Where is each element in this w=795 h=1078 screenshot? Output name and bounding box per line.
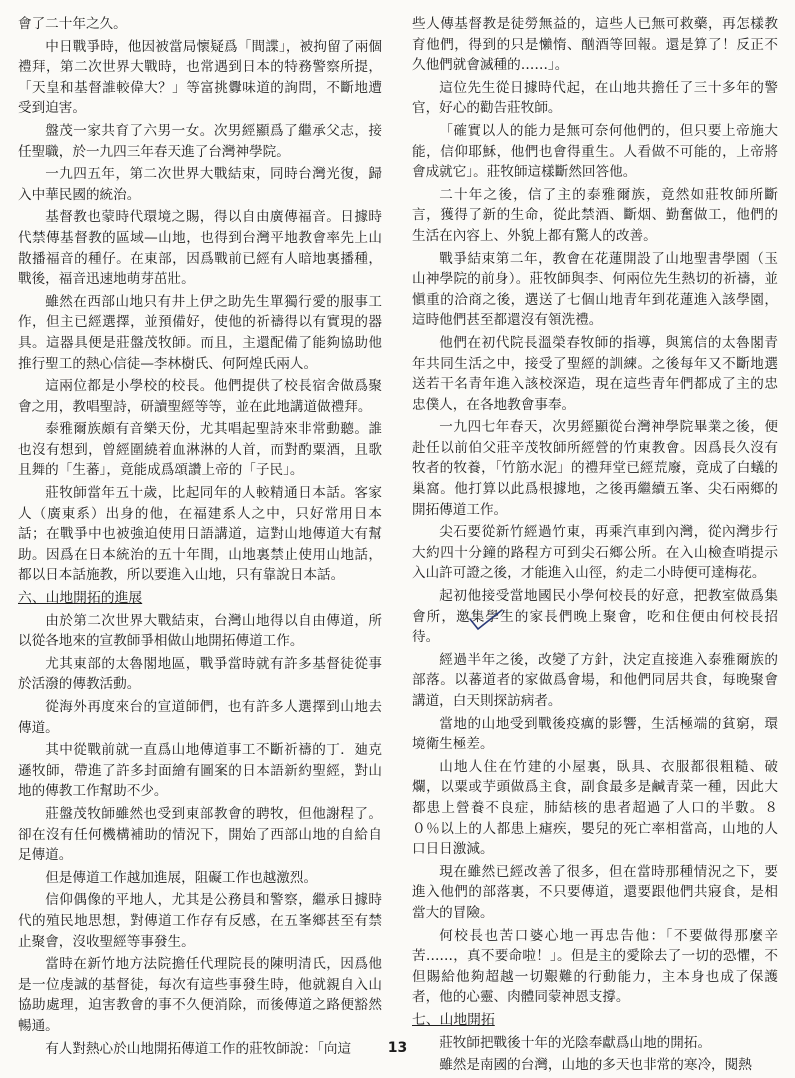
section-heading: 六、山地開拓的進展 bbox=[18, 590, 143, 607]
paragraph: 「確實以人的能力是無可奈何他們的，但只要上帝施大能，信仰耶穌，他們也會得重生。人看做不可能的，上帝將會成就它」。莊牧師這樣斷然回答他。 bbox=[412, 122, 778, 181]
paragraph: 雖然在西部山地只有井上伊之助先生單獨行愛的服事工作，但主已經選擇，並預備好，使他的祈禱得以有實現的器具。這器具便是莊盤茂牧師。而且，主還配備了能夠協助他推行聖工的熱心信徒—李林樹氏、何阿煌氏兩人。 bbox=[18, 293, 382, 372]
paragraph: 這兩位都是小學校的校長。他們提供了校長宿舍做爲聚會之用，教唱聖詩，研讀聖經等等，並在此地講道做禮拜。 bbox=[18, 378, 382, 415]
paragraph: 莊盤茂牧師雖然也受到東部教會的聘牧，但他謝程了。卻在沒有任何機構補助的情況下，開始了西部山地的自給自足傳道。 bbox=[18, 805, 382, 864]
paragraph: 由於第二次世界大戰結束，台灣山地得以自由傳道，所以從各地來的宣教師爭相做山地開拓傳道工作。 bbox=[18, 612, 382, 650]
right-column bbox=[412, 14, 778, 1078]
paragraph: 其中從戰前就一直爲山地傳道事工不斷祈禱的丁．廸克遜牧師，帶進了許多封面繪有圖案的日本語新約聖經，對山地的傳教工作幫助不少。 bbox=[18, 742, 382, 800]
paragraph: 當地的山地受到戰後疫癘的影響，生活極端的貧窮，環境衛生極差。 bbox=[412, 715, 778, 753]
paragraph: 但是傳道工作越加進展，阻礙工作也越激烈。 bbox=[45, 869, 318, 886]
page-number: 13 bbox=[387, 1040, 408, 1056]
paragraph: 一九四七年春天，次男經顯從台灣神學院畢業之後，便赴任以前伯父莊辛茂牧師所經營的竹東教會。因爲長久沒有牧者的牧養，「竹筋水泥」的禮拜堂已經荒廢，竟成了白蟻的巢窩。他打算以此爲根據地，之後再繼續五峯、尖石兩鄉的開拓傳道工作。 bbox=[412, 419, 778, 518]
paragraph: 有人對熱心於山地開拓傳道工作的莊牧師說：「向這 bbox=[45, 1040, 352, 1057]
paragraph: 信仰偶像的平地人，尤其是公務員和警察，繼承日據時代的殖民地思想，對傳道工作存有反感，在五峯鄉甚至有禁止聚會，沒收聖經等事發生。 bbox=[18, 892, 382, 950]
paragraph: 經過半年之後，改變了方針，決定直接進入泰雅爾族的部落。以蕃道者的家做爲會場，和他們同居共食，每晚聚會講道，白天則探訪病者。 bbox=[412, 651, 778, 709]
handwritten-check-mark bbox=[466, 607, 506, 633]
paragraph: 尤其東部的太魯閣地區，戰爭當時就有許多基督徒從事於活潑的傳教活動。 bbox=[18, 655, 382, 693]
paragraph: 莊牧師把戰後十年的光陰奉獻爲山地的開拓。 bbox=[439, 1034, 712, 1051]
paragraph: 會了二十年之久。 bbox=[18, 16, 127, 32]
paragraph: 一九四五年，第二次世界大戰結束，同時台灣光復，歸入中華民國的統治。 bbox=[18, 166, 382, 203]
paragraph: 現在雖然已經改善了很多，但在當時那種情況之下，要進入他們的部落裏，不只要傳道，還要跟他們共寢食，是相當大的冒險。 bbox=[412, 863, 778, 921]
paragraph: 他們在初代院長溫榮春牧師的指導，與篤信的太魯閣青年共同生活之中，接受了聖經的訓練。之後每年又不斷地選送若干名青年進入該校深造，現在這些青年們都成了主的忠忠僕人，在各地教會事奉。 bbox=[412, 334, 778, 413]
paragraph: 戰爭結束第二年，教會在花蓮開設了山地聖書學園（玉山神學院的前身）。莊牧師與李、何兩位先生熱切的祈禱，並愼重的洽商之後，選送了七個山地青年到花蓮進入該學園，這時他們甚至都還沒有領洗禮。 bbox=[412, 250, 778, 329]
paragraph: 中日戰爭時，他因被當局懷疑爲「間諜」，被拘留了兩個禮拜，第二次世界大戰時，也常遇到日本的特務警察所提，「天皇和基督誰較偉大？」等富挑釁味道的詢問，不斷地遭受到迫害。 bbox=[18, 38, 382, 117]
paragraph: 這位先生從日據時代起，在山地共擔任了三十多年的警官，好心的勸告莊牧師。 bbox=[412, 79, 778, 117]
paragraph: 何校長也苦口婆心地一再忠告他：「不要做得那麼辛苦……，真不要命啦！」。但是主的愛除去了一切的恐懼，不但賜給他夠超越一切艱難的行動能力，主本身也成了保護者，他的心靈、肉體同蒙神恩支撐。 bbox=[412, 927, 778, 1006]
paragraph: 山地人住在竹建的小屋裏，臥具、衣服都很粗糙、破爛，以粟或芋頭做爲主食，副食最多是鹹青菜一種，因此大都患上營養不良症，肺結核的患者超過了人口的半數。８０％以上的人都患上瘧疾，嬰兒的死亡率相當高，山地的人口日日激減。 bbox=[412, 758, 778, 858]
paragraph: 盤茂一家共育了六男一女。次男經顯爲了繼承父志，接任聖職，於一九四三年春天進了台灣神學院。 bbox=[18, 122, 382, 160]
paragraph: 莊牧師當年五十歲，比起同年的人較精通日本話。客家人（廣東系）出身的他，在福建系人之中，只好常用日本話；在戰爭中也被強迫使用日語講道，這對山地傳道大有幫助。因爲在日本統治的五十年間，山地裏禁止使用山地話，都以日本話施教，所以要進入山地，只有靠說日本話。 bbox=[18, 485, 382, 584]
paragraph: 雖然是南國的台灣，山地的多天也非常的寒冷，閱熱 bbox=[439, 1057, 752, 1074]
left-column bbox=[18, 14, 382, 1061]
paragraph: 基督教也蒙時代環境之賜，得以自由廣傳福音。日據時代禁傳基督教的區域—山地，也得到台灣平地教會率先上山散播福音的種仔。在東部，因爲戰前已經有人暗地裏播種，戰後，福音迅速地萌芽茁壯。 bbox=[18, 209, 382, 288]
paragraph: 起初他接受當地國民小學何校長的好意，把教室做爲集會所，邀集學生的家長們晚上聚會，吃和住便由何校長招待。 bbox=[412, 588, 778, 646]
section-heading: 七、山地開拓 bbox=[412, 1011, 495, 1028]
paragraph: 從海外再度來台的宣道師們，也有許多人選擇到山地去傳道。 bbox=[18, 699, 382, 736]
paragraph: 些人傳基督教是徒勞無益的，這些人已無可救藥，再怎樣教育他們，得到的只是懶惰、酗酒等回報。還是算了！反正不久他們就會滅種的……」。 bbox=[412, 16, 778, 74]
paragraph: 二十年之後，信了主的泰雅爾族，竟然如莊牧師所斷言，獲得了新的生命，從此禁酒、斷烟、勤奮做工，他們的生活在內容上、外貌上都有驚人的改善。 bbox=[412, 186, 778, 244]
paragraph: 泰雅爾族頗有音樂天份，尤其唱起聖詩來非常動聽。誰也沒有想到，曾經圍繞着血淋淋的人首，而對酌粟酒，且歌且舞的「生蕃」，竟能成爲頌讚上帝的「子民」。 bbox=[18, 421, 382, 479]
paragraph: 尖石要從新竹經過竹東，再乘汽車到內灣，從內灣步行大約四十分鐘的路程方可到尖石鄉公所。在入山檢查哨提示入山許可證之後，才能進入山徑，約走二小時便可達梅花。 bbox=[412, 524, 778, 582]
paragraph: 當時在新竹地方法院擔任代理院長的陳明清氏，因爲他是一位虔誠的基督徒，每次有這些事發生時，他就親自入山協助處理，迫害教會的事不久便消除，而後傳道之路便豁然暢通。 bbox=[18, 956, 382, 1034]
